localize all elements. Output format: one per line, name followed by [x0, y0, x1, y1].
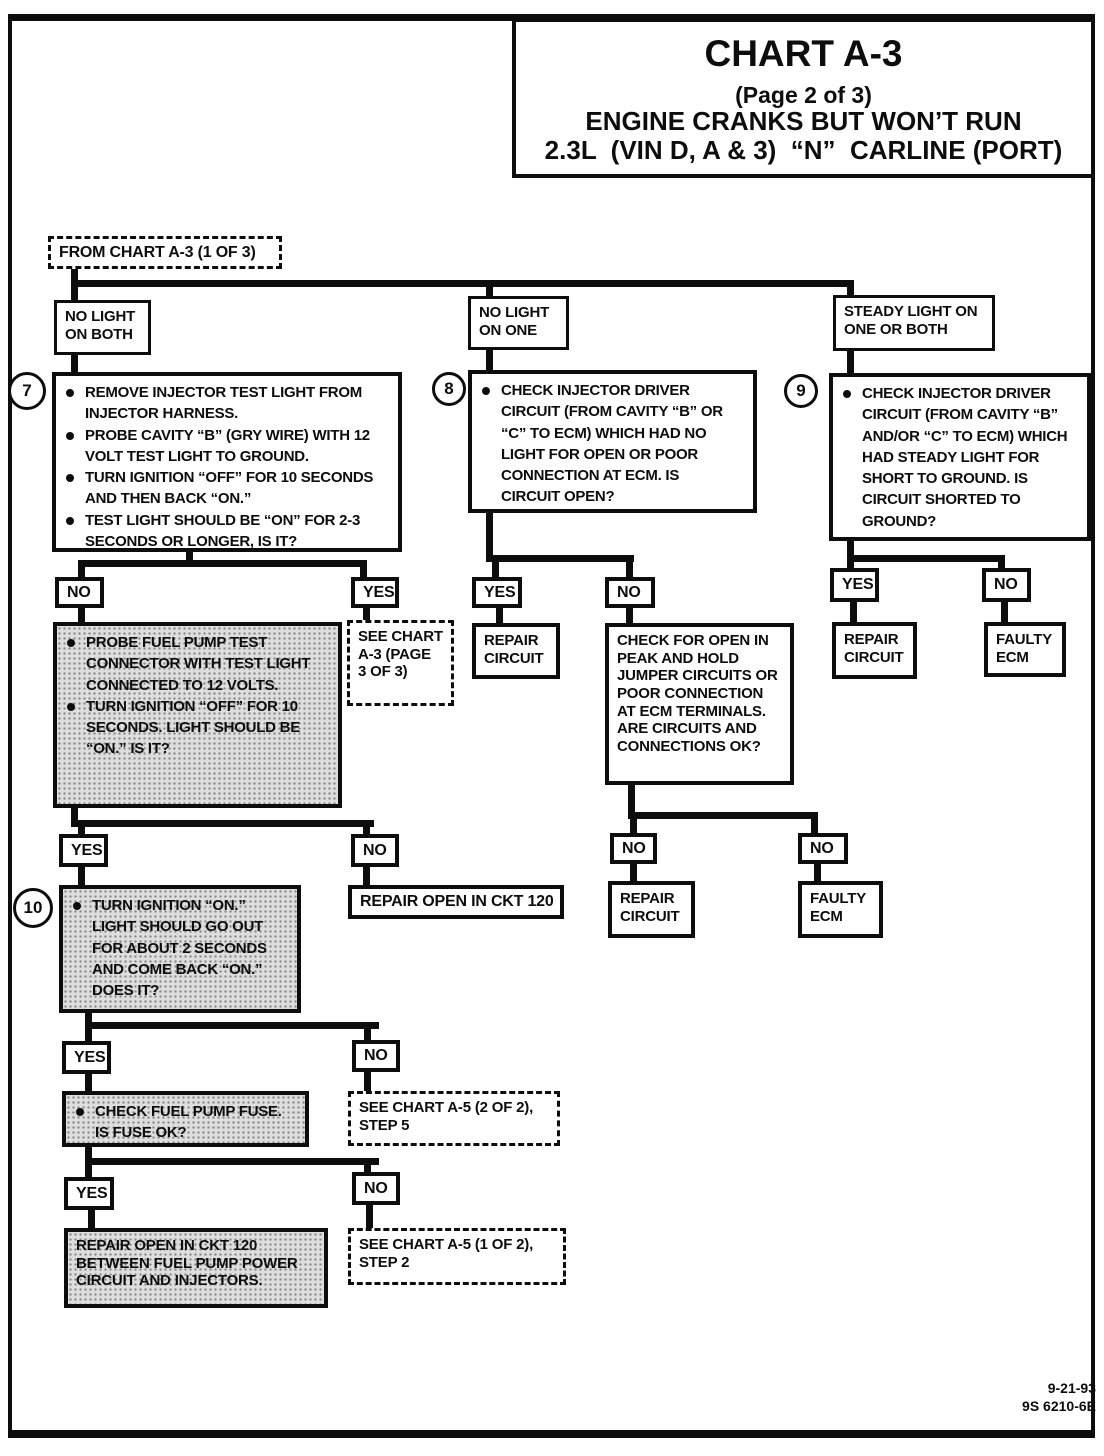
yes-label: YES — [363, 583, 395, 601]
check-open-no-box-right — [798, 833, 848, 864]
step8-no-box — [605, 577, 655, 608]
bullet-item — [61, 632, 332, 696]
action-label: REPAIR OPEN IN CKT 120 BETWEEN FUEL PUMP POWER CIRCUIT AND INJECTORS. — [76, 1237, 298, 1290]
step8-action-box — [468, 370, 757, 513]
action-label: FAULTY ECM — [996, 631, 1052, 666]
no-label: NO — [67, 583, 91, 601]
step10-yes-box — [62, 1041, 111, 1074]
step7-yes-box — [351, 577, 399, 608]
connector-line — [626, 555, 633, 577]
connector-line — [78, 560, 367, 567]
step-number: 10 — [23, 898, 43, 917]
yes-label: YES — [842, 576, 874, 593]
chart-page-subtitle: (Page 2 of 3) — [735, 81, 872, 108]
repair-open-ckt120-box — [348, 885, 564, 919]
no-label: NO — [617, 583, 641, 601]
bullet-icon — [66, 474, 74, 482]
see-chart-a5-2of2-node — [348, 1091, 560, 1146]
yes-label: YES — [484, 583, 516, 601]
connector-line — [811, 812, 818, 833]
bullet-icon — [76, 1108, 84, 1116]
connector-line — [496, 608, 503, 623]
connector-line — [78, 820, 85, 835]
step-number-circle-10 — [13, 888, 53, 928]
chart-subtitle-engine: 2.3L (VIN D, A & 3) “N” CARLINE (PORT) — [544, 134, 1063, 165]
connector-line — [486, 350, 493, 371]
no-label: NO — [364, 1047, 388, 1064]
yes-label: YES — [74, 1048, 106, 1066]
bullet-item — [60, 510, 392, 553]
connector-line — [847, 555, 1005, 562]
fuse-no-box — [352, 1172, 400, 1205]
connector-line — [360, 560, 367, 577]
step8-yes-box — [472, 577, 522, 608]
connector-line — [847, 280, 854, 296]
connector-line — [71, 820, 374, 827]
connector-line — [78, 867, 85, 885]
see-chart-a3-page3-node — [347, 620, 454, 706]
bullet-text: TURN IGNITION “ON.” LIGHT SHOULD GO OUT FOR ABOUT 2 SECONDS AND COME BACK “ON.” DOES IT? — [92, 897, 267, 1000]
bullet-item — [837, 383, 1081, 532]
connector-line — [85, 1158, 92, 1177]
action-label: FAULTY ECM — [810, 890, 866, 925]
step-number: 9 — [796, 381, 806, 400]
reference-label: SEE CHART A-5 (1 OF 2), STEP 2 — [359, 1236, 534, 1271]
check-fuel-pump-fuse-box — [62, 1091, 309, 1147]
probe-yes-box — [59, 834, 108, 867]
step-number-circle-7 — [8, 372, 46, 410]
action-label: REPAIR CIRCUIT — [620, 890, 680, 925]
page-border-left — [8, 14, 12, 1438]
connector-line — [366, 1205, 373, 1228]
faulty-ecm-box-right — [984, 622, 1066, 677]
condition-label: STEADY LIGHT ON ONE OR BOTH — [844, 303, 978, 338]
bullet-text: REMOVE INJECTOR TEST LIGHT FROM INJECTOR HARNESS. — [85, 384, 362, 423]
repair-circuit-box-mid2 — [608, 881, 695, 938]
bullet-item — [60, 467, 392, 510]
connector-line — [85, 1074, 92, 1091]
footer-date: 9-21-93 — [1047, 1380, 1096, 1396]
step10-action-box — [59, 885, 301, 1013]
connector-line — [85, 1022, 379, 1029]
connector-line — [998, 555, 1005, 568]
connector-line — [85, 1022, 92, 1041]
step-number: 7 — [22, 381, 32, 400]
bullet-text: CHECK INJECTOR DRIVER CIRCUIT (FROM CAVITY “B” OR “C” TO ECM) WHICH HAD NO LIGHT FOR OPEN OR POOR CONNECTION AT ECM. IS CIRCUIT OPEN? — [501, 382, 723, 506]
connector-line — [363, 867, 370, 885]
page-border-right — [1091, 14, 1095, 1438]
step7-action-box — [52, 372, 402, 552]
yes-label: YES — [76, 1184, 108, 1202]
bullet-text: CHECK INJECTOR DRIVER CIRCUIT (FROM CAVITY “B” AND/OR “C” TO ECM) WHICH HAD STEADY LIGHT FOR SHORT TO GROUND. IS CIRCUIT SHORTED TO GROUND? — [862, 385, 1068, 530]
reference-label: SEE CHART A-3 (PAGE 3 OF 3) — [358, 628, 443, 681]
connector-line — [364, 1022, 371, 1041]
condition-label: NO LIGHT ON BOTH — [65, 308, 136, 343]
connector-line — [814, 864, 821, 881]
connector-line — [628, 812, 818, 819]
bullet-icon — [66, 517, 74, 525]
bullet-text: TURN IGNITION “OFF” FOR 10 SECONDS AND THEN BACK “ON.” — [85, 469, 374, 508]
step7-no-box — [55, 577, 104, 608]
condition-steady-light — [833, 295, 995, 351]
connector-line — [486, 555, 634, 562]
bullet-text: TEST LIGHT SHOULD BE “ON” FOR 2-3 SECONDS OR LONGER, IS IT? — [85, 511, 361, 551]
connector-line — [71, 280, 854, 287]
bullet-item — [70, 1101, 299, 1144]
check-open-no-box-left — [610, 833, 657, 864]
connector-line — [71, 355, 78, 373]
action-label: REPAIR CIRCUIT — [484, 632, 544, 667]
faulty-ecm-box-mid — [798, 881, 883, 938]
step-number: 8 — [444, 379, 454, 398]
step-number-circle-9 — [784, 374, 818, 408]
action-label: CHECK FOR OPEN IN PEAK AND HOLD JUMPER CIRCUITS OR POOR CONNECTION AT ECM TERMINALS. ARE CIRCUITS AND CONNECTIONS OK? — [617, 632, 778, 756]
bullet-text: PROBE CAVITY “B” (GRY WIRE) WITH 12 VOLT TEST LIGHT TO GROUND. — [85, 426, 370, 465]
start-node-label: FROM CHART A-3 (1 OF 3) — [59, 243, 256, 261]
repair-ckt120-fuel-pump-box — [64, 1228, 328, 1308]
bullet-icon — [66, 389, 74, 397]
bullet-icon — [67, 639, 75, 647]
probe-fuel-pump-box — [53, 622, 342, 808]
connector-line — [847, 351, 854, 374]
fuse-yes-box — [64, 1177, 114, 1210]
step10-no-box — [352, 1040, 400, 1072]
bullet-icon — [66, 432, 74, 440]
chart-title-box — [512, 18, 1095, 178]
bullet-item — [67, 895, 291, 1001]
probe-no-box — [351, 834, 399, 867]
connector-line — [88, 1210, 95, 1228]
connector-line — [78, 608, 85, 622]
connector-line — [630, 864, 637, 881]
connector-line — [486, 280, 493, 296]
reference-label: SEE CHART A-5 (2 OF 2), STEP 5 — [359, 1099, 534, 1134]
start-node-from-chart-a3 — [48, 236, 282, 269]
connector-line — [850, 602, 857, 622]
no-label: NO — [994, 576, 1018, 593]
connector-line — [363, 608, 370, 620]
connector-line — [847, 555, 854, 568]
no-label: NO — [810, 839, 834, 857]
step9-no-box — [982, 568, 1031, 602]
bullet-item — [476, 380, 747, 508]
connector-line — [363, 820, 370, 835]
bullet-text: CHECK FUEL PUMP FUSE. IS FUSE OK? — [95, 1103, 282, 1142]
action-label: REPAIR OPEN IN CKT 120 — [360, 893, 554, 910]
bullet-item — [61, 696, 332, 760]
no-label: NO — [622, 839, 646, 857]
step9-yes-box — [830, 568, 879, 602]
chart-title: CHART A-3 — [704, 33, 903, 74]
no-label: NO — [364, 1179, 388, 1197]
footer-doc-code: 9S 6210-6E — [1022, 1397, 1096, 1414]
bullet-icon — [482, 387, 490, 395]
connector-line — [1001, 602, 1008, 622]
condition-no-light-on-both — [54, 300, 151, 355]
step-number-circle-8 — [432, 372, 466, 406]
condition-no-light-on-one — [468, 296, 569, 350]
connector-line — [492, 555, 499, 577]
yes-label: YES — [71, 841, 103, 859]
action-label: REPAIR CIRCUIT — [844, 631, 904, 666]
bullet-icon — [67, 703, 75, 711]
condition-label: NO LIGHT ON ONE — [479, 304, 550, 339]
connector-line — [85, 1158, 379, 1165]
bullet-icon — [843, 390, 851, 398]
bullet-item — [60, 425, 392, 468]
bullet-icon — [73, 902, 81, 910]
repair-circuit-box-right — [832, 622, 917, 679]
bullet-text: TURN IGNITION “OFF” FOR 10 SECONDS. LIGHT SHOULD BE “ON.” IS IT? — [86, 697, 301, 758]
check-open-peak-hold-box — [605, 623, 794, 785]
footer — [846, 1380, 1096, 1415]
chart-subtitle-symptom: ENGINE CRANKS BUT WON’T RUN — [585, 105, 1022, 136]
connector-line — [630, 812, 637, 833]
bullet-item — [60, 382, 392, 425]
connector-line — [626, 608, 633, 623]
step9-action-box — [829, 373, 1091, 541]
connector-line — [78, 560, 85, 577]
page-border-bottom — [8, 1430, 1095, 1438]
bullet-text: PROBE FUEL PUMP TEST CONNECTOR WITH TEST LIGHT CONNECTED TO 12 VOLTS. — [86, 634, 311, 694]
see-chart-a5-1of2-node — [348, 1228, 566, 1285]
connector-line — [364, 1072, 371, 1091]
repair-circuit-box-mid — [472, 623, 560, 679]
no-label: NO — [363, 841, 387, 859]
